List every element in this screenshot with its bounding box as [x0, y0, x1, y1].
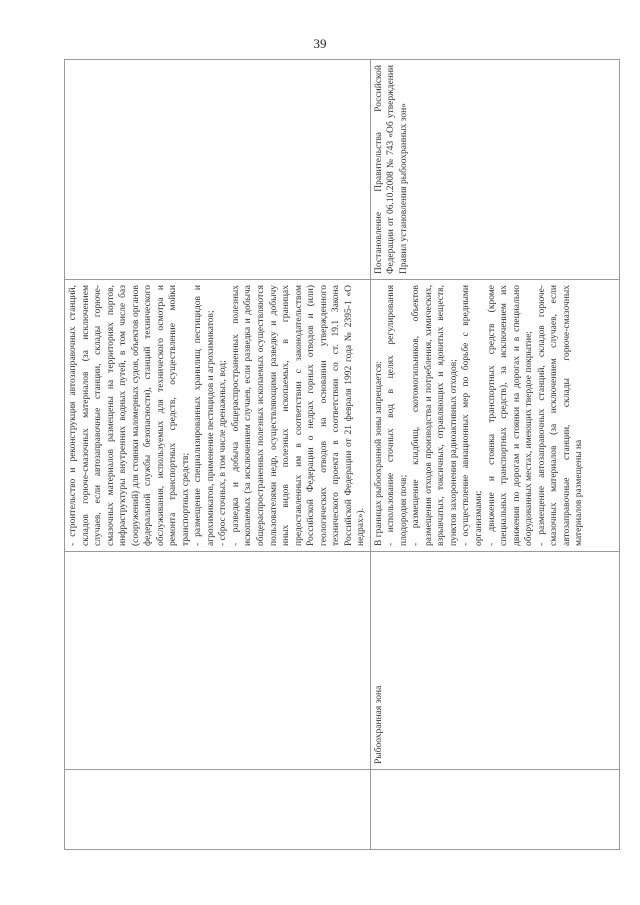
restriction-item: - размещение кладбищ, скотомогильников, объектов размещения отходов производства и потребления, химических, взрывчатых, токсичных, отравляющих и ядовитых веществ, пунктов захоронения радиоактивных отходов; — [411, 285, 459, 546]
page-number: 39 — [313, 36, 327, 51]
restriction-item: - размещение автозаправочных станций, складов горюче-смазочных материалов (за исключением случаев, если автозаправочные станции, склады горюче-смазочных материалов размещены на — [536, 285, 585, 546]
table-row — [370, 60, 619, 850]
restriction-intro: В границах рыбоохранной зоны запрещается: — [373, 361, 384, 546]
restrictions-cell — [65, 280, 371, 552]
restriction-item: - строительство и реконструкция автозаправочных станций, складов горюче-смазочных материалов (за исключением случаев, если автозаправочные станции, склады горюче-смазочных материалов размещены на территориях портов, инфраструктуры внутренних водных путей, в том числе баз (сооружений) для стоянки маломерных судов, объектов органов федеральной службы безопасности), станций технического обслуживания, используемых для технического осмотра и ремонта транспортных средств, осуществление мойки транспортных средств; — [68, 285, 191, 546]
zone-name-cell — [65, 552, 371, 770]
restriction-item: - разведка и добыча общераспространенных полезных ископаемых (за исключением случаев, если разведка и добыча общераспространенных полезных ископаемых осуществляются пользователями недр, осуществляющими разведку и добычу иных видов полезных ископаемых, в границах предоставленных им в соответствии с законодательством Российской Федерации о недрах горных отводов и (или) геологических отводов на основании утвержденного технического проекта в соответствии со ст. 19.1 Закона Российской Федерации от 21 февраля 1992 года № 2395-1 «О недрах»). — [230, 285, 367, 546]
restriction-item: - сброс сточных, в том числе дренажных, вод; — [218, 360, 229, 546]
zone-name-cell: Рыбоохранная зона — [370, 552, 619, 770]
rotated-table-wrapper — [64, 60, 586, 850]
restriction-item: - осуществление авиационных мер по борьбе с вредными организмами; — [461, 285, 484, 546]
row-number-cell — [370, 770, 619, 850]
restriction-item: - использование сточных вод в целях регулирования плодородия почв; — [386, 285, 409, 546]
legal-basis-cell — [65, 60, 371, 280]
row-number-cell — [65, 770, 371, 850]
table-row — [65, 60, 371, 850]
restriction-item: - размещение специализированных хранилищ пестицидов и агрохимикатов, применение пестицидов и агрохимикатов; — [193, 285, 216, 546]
legal-basis-cell: Постановление Правительства Российской Федерации от 06.10.2008 № 743 «Об утверждении Правил установления рыбоохранных зон» — [370, 60, 619, 280]
zones-table — [64, 59, 620, 850]
restriction-item: - движение и стоянка транспортных средств (кроме специальных транспортных средств), за исключением их движения по дорогам и стоянки на дорогах и в специально оборудованных местах, имеющих твердое покрытие; — [486, 285, 535, 546]
restrictions-cell — [370, 280, 619, 552]
